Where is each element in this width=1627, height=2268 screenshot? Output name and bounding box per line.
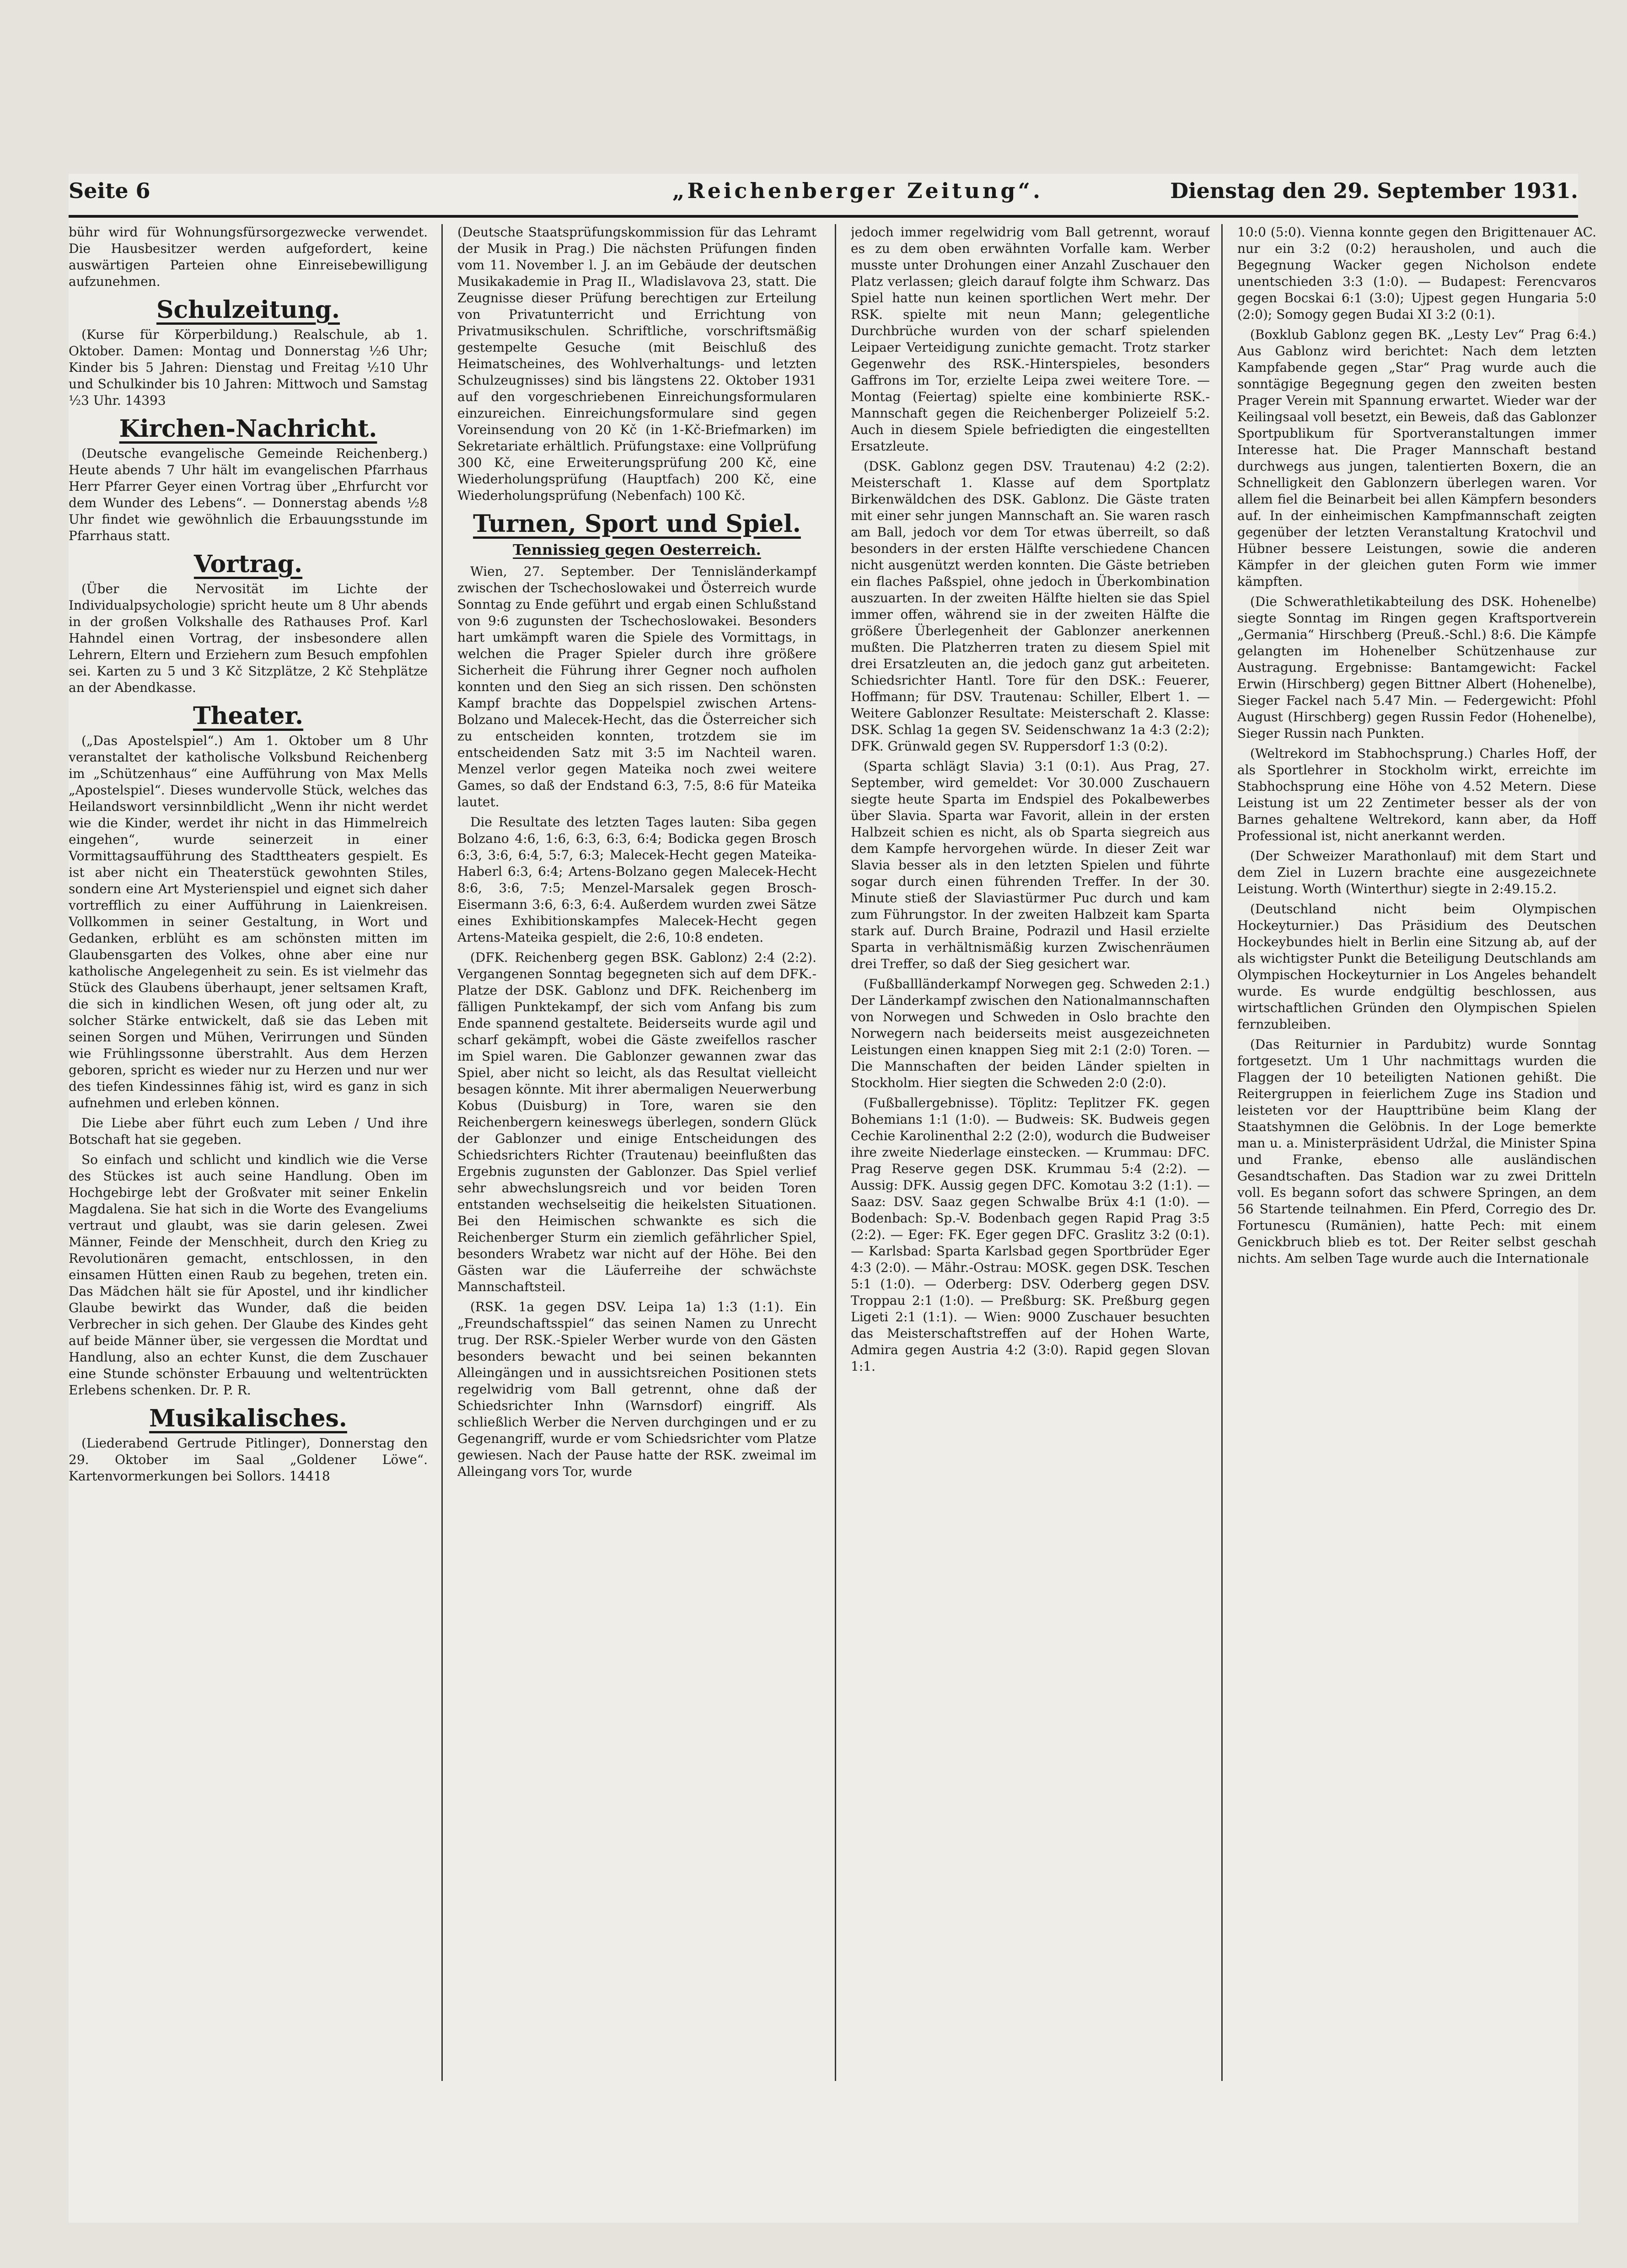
page-number: Seite 6 <box>69 178 150 203</box>
section-heading-sport: Turnen, Sport und Spiel. <box>473 510 801 538</box>
article-paragraph: (Fußballländerkampf Norwegen geg. Schweden 2:1.) Der Länderkampf zwischen den Nationalmannschaften von Norwegen und Schweden in Oslo brachte den Norwegern nach beiderseits meist ausgezeichneten Leistungen einen knappen Sieg mit 2:1 (2:0) Toren. — Die Mannschaften der beiden Länder spielten in Stockholm. Hier siegten die Schweden 2:0 (2:0). <box>851 976 1210 1090</box>
section-heading-musik: Musikalisches. <box>149 1405 347 1432</box>
article-paragraph: (Deutsche Staatsprüfungskommission für das Lehramt der Musik in Prag.) Die nächsten Prüfungen finden vom 11. November l. J. an im Gebäude der deutschen Musikakademie in Prag II., Wladislavova 23, statt. Die Zeugnisse dieser Prüfung berechtigen zur Erteilung von Privatunterricht und Errichtung von Privatmusikschulen. Schriftliche, vorschriftsmäßig gestempelte Gesuche (mit Beischluß des Heimatscheines, des Wohlverhaltungs- und letzten Schulzeugnisses) sind bis längstens 22. Oktober 1931 auf den vorgeschriebenen Einreichungsformularen einzureichen. Einreichungsformulare sind gegen Voreinsendung von 20 Kč (in 1-Kč-Briefmarken) im Sekretariate erhältlich. Prüfungstaxe: eine Vollprüfung 300 Kč, eine Erweiterungsprüfung 200 Kč, eine Wiederholungsprüfung (Hauptfach) 200 Kč, eine Wiederholungsprüfung (Nebenfach) 100 Kč. <box>457 225 816 503</box>
article-paragraph: (Der Schweizer Marathonlauf) mit dem Start und dem Ziel in Luzern brachte eine ausgezeichnete Leistung. Worth (Winterthur) siegte in 2:49.15.2. <box>1237 848 1596 896</box>
article-paragraph: jedoch immer regelwidrig vom Ball getrennt, worauf es zu dem oben erwähnten Vorfalle kam. Werber musste unter Drohungen einer Anzahl Zuschauer den Platz verlassen; gleich darauf folgte ihm Schwarz. Das Spiel hatte nun keinen sportlichen Wert mehr. Der RSK. spielte mit neun Mann; gelegentliche Durchbrüche wurden von der scharf spielenden Leipaer Verteidigung zunichte gemacht. Trotz starker Gegenwehr des RSK.-Hinterspieles, besonders Gaffrons im Tor, erzielte Leipa zwei weitere Tore. — Montag (Feiertag) spielte eine kombinierte RSK.-Mannschaft gegen die Reichenberger Polizeielf 5:2. Auch in diesem Spiele befriedigten die eingestellten Ersatzleute. <box>851 225 1210 454</box>
article-paragraph: (Deutsche evangelische Gemeinde Reichenberg.) Heute abends 7 Uhr hält im evangelischen Pfarrhaus Herr Pfarrer Geyer einen Vortrag über „Ehrfurcht vor dem Wunder des Lebens“. — Donnerstag abends ½8 Uhr findet wie gewöhnlich die Erbauungsstunde im Pfarrhaus statt. <box>69 446 428 543</box>
article-paragraph: Wien, 27. September. Der Tennisländerkampf zwischen der Tschechoslowakei und Österreich wurde Sonntag zu Ende geführt und ergab einen Schlußstand von 9:6 zugunsten der Tschechoslowakei. Besonders hart umkämpft waren die Spiele des Vormittags, in welchen die Prager Spieler durch ihre größere Sicherheit die Führung ihrer Gegner noch aufholen konnten und den Sieg an sich rissen. Den schönsten Kampf brachte das Doppelspiel zwischen Artens-Bolzano und Malecek-Hecht, das die Österreicher sich zu entscheiden konnten, trotzdem sie im entscheidenden Satz mit 3:5 im Nachteil waren. Menzel verlor gegen Mateika noch zwei weitere Games, so daß der Endstand 6:3, 7:5, 8:6 für Mateika lautet. <box>457 564 816 810</box>
article-headline-tennis: Tennissieg gegen Oesterreich. <box>513 541 761 558</box>
section-heading-kirchen: Kirchen-Nachricht. <box>119 415 377 443</box>
section-heading-vortrag: Vortrag. <box>193 550 303 578</box>
article-paragraph: (DFK. Reichenberg gegen BSK. Gablonz) 2:4 (2:2). Vergangenen Sonntag begegneten sich auf dem DFK.-Platze der DSK. Gablonz und DFK. Reichenberg im fälligen Punktekampf, der sich vom Anfang bis zum Ende spannend gestaltete. Beiderseits wurde agil und scharf gekämpft, wobei die Gäste zweifellos rascher im Spiel waren. Die Gablonzer gewannen zwar das Spiel, aber nicht so leicht, als das Resultat vielleicht besagen könnte. Mit ihrer abermaligen Neuerwerbung Kobus (Duisburg) in Tore, waren sie den Reichenbergern keineswegs überlegen, sondern Glück der Gablonzer und einige Entscheidungen des Schiedsrichters Richter (Trautenau) beeinflußten das Ergebnis zugunsten der Gablonzer. Das Spiel verlief sehr abwechslungsreich und vor beiden Toren entstanden wechselseitig die heikelsten Situationen. Bei den Heimischen schwankte es sich die Reichenberger Sturm ein ziemlich gefährlicher Spiel, besonders Wrabetz war nicht auf der Höhe. Bei den Gästen war die Läuferreihe der schwächste Mannschaftsteil. <box>457 950 816 1294</box>
article-paragraph: (Boxklub Gablonz gegen BK. „Lesty Lev“ Prag 6:4.) Aus Gablonz wird berichtet: Nach dem letzten Kampfabende gegen „Star“ Prag wurde auch die sonntägige Begegnung gegen den zweiten besten Prager Verein mit Spannung erwartet. Wieder war der Keilingsaal voll besetzt, ein Beweis, daß das Gablonzer Sportpublikum für Sportveranstaltungen immer Interesse hat. Die Prager Mannschaft bestand durchwegs aus jungen, talentierten Boxern, die an Schnelligkeit den Gablonzern überlegen waren. Vor allem fiel die Beinarbeit bei allen Kämpfern besonders auf. In der einheimischen Kampfmannschaft zeigten gegenüber der letzten Veranstaltung Kratochvil und Hübner bessere Leistungen, sowie die anderen Kämpfer in der gleichen guten Form wie immer kämpften. <box>1237 327 1596 589</box>
article-paragraph: (Liederabend Gertrude Pitlinger), Donnerstag den 29. Oktober im Saal „Goldener Löwe“. Kartenvormerkungen bei Sollors. 14418 <box>69 1436 428 1484</box>
column-3 <box>851 224 1210 2081</box>
article-paragraph: (Weltrekord im Stabhochsprung.) Charles Hoff, der als Sportlehrer in Stockholm wirkt, erreichte im Stabhochsprung eine Höhe von 4.52 Metern. Diese Leistung ist um 22 Zentimeter besser als der von Barnes gehaltene Weltrekord, kann aber, da Hoff Professional ist, nicht anerkannt werden. <box>1237 746 1596 843</box>
article-paragraph: (Über die Nervosität im Lichte der Individualpsychologie) spricht heute um 8 Uhr abends in der großen Volkshalle des Rathauses Prof. Karl Hahndel einen Vortrag, der insbesondere allen Lehrern, Eltern und Erziehern zum Besuch empfohlen sei. Karten zu 5 und 3 Kč Sitzplätze, 2 Kč Stehplätze an der Abendkasse. <box>69 581 428 695</box>
section-heading-schulzeitung: Schulzeitung. <box>156 296 340 324</box>
column-divider <box>835 224 836 2081</box>
section-heading-theater: Theater. <box>193 702 304 730</box>
article-paragraph: (DSK. Gablonz gegen DSV. Trautenau) 4:2 (2:2). Meisterschaft 1. Klasse auf dem Sportplatz Birkenwäldchen des DSK. Gablonz. Die Gäste traten mit einer sehr jungen Mannschaft an. Sie waren rasch am Ball, jedoch vor dem Tor etwas überreilt, so daß besonders in der ersten Hälfte verschiedene Chancen nicht ausgenützt werden konnten. Die Gäste betrieben ein flaches Paßspiel, ohne jedoch in Überkombination auszuarten. In der zweiten Hälfte hielten sie das Spiel immer offen, während sie in der zweiten Hälfte die größere Überlegenheit der Gablonzer anerkennen mußten. Die Platzherren traten zu diesem Spiel mit drei Ersatzleuten an, die jedoch ganz gut arbeiteten. Schiedsrichter Hantl. Tore für den DSK.: Feuerer, Hoffmann; für DSV. Trautenau: Schiller, Elbert 1. — Weitere Gablonzer Resultate: Meisterschaft 2. Klasse: DSK. Schlag 1a gegen SV. Seidenschwanz 1a 4:3 (2:2); DFK. Grünwald gegen SV. Ruppersdorf 1:3 (0:2). <box>851 459 1210 754</box>
article-paragraph: (Das Reiturnier in Pardubitz) wurde Sonntag fortgesetzt. Um 1 Uhr nachmittags wurden die Flaggen der 10 beteiligten Nationen gehißt. Die Reitergruppen in feierlichem Zuge ins Stadion und leisteten vor der Haupttribüne beim Klang der Staatshymnen die Gelöbnis. In der Loge bemerkte man u. a. Ministerpräsident Udržal, die Minister Spina und Franke, ebenso alle ausländischen Gesandtschaften. Das Stadion war zu zwei Dritteln voll. Es begann sofort das schwere Springen, an dem 56 Startende teilnahmen. Ein Pferd, Corregio des Dr. Fortunescu (Rumänien), hatte Pech: mit einem Genickbruch blieb es tot. Der Reiter selbst geschah nichts. Am selben Tage wurde auch die Internationale <box>1237 1037 1596 1266</box>
page-header <box>69 174 1578 215</box>
column-4 <box>1237 224 1596 2081</box>
column-2 <box>457 224 816 2081</box>
article-paragraph: („Das Apostelspiel“.) Am 1. Oktober um 8 Uhr veranstaltet der katholische Volksbund Reichenberg im „Schützenhaus“ eine Aufführung von Max Mells „Apostelspiel“. Dieses wundervolle Stück, welches das Heilandswort versinnbildlicht „Wenn ihr nicht werdet wie die Kinder, werdet ihr nicht in das Himmelreich eingehen“, wurde seinerzeit in einer Vormittagsaufführung des Stadttheaters gespielt. Es ist aber nicht ein Theaterstück gewohnten Stiles, sondern eine Art Mysterienspiel und eignet sich daher vortrefflich zu einer Aufführung in Laienkreisen. Vollkommen in seiner Gestaltung, in Wort und Gedanken, erblüht es am schönsten mitten im Glaubensgarten des Volkes, ohne aber eine nur katholische Angelegenheit zu sein. Es ist vielmehr das Stück des Glaubens überhaupt, jener seltsamen Kraft, die sich in kindlichen Wesen, oft jung oder alt, zu solcher Stärke entwickelt, daß sie das Leben mit seinen Sorgen und Mühen, Verirrungen und Sünden wie Frühlingssonne überstrahlt. Aus dem Herzen geboren, spricht es wieder nur zu Herzen und nur wer des tiefen Kindessinnes fähig ist, wird es ganz in sich aufnehmen und erleben können. <box>69 733 428 1110</box>
article-paragraph: (Sparta schlägt Slavia) 3:1 (0:1). Aus Prag, 27. September, wird gemeldet: Vor 30.000 Zuschauern siegte heute Sparta im Endspiel des Pokalbewerbes über Slavia. Sparta war Favorit, allein in der ersten Halbzeit schien es nicht, als ob Sparta siegreich aus dem Kampfe hervorgehen würde. In dieser Zeit war Slavia besser als in den letzten Spielen und führte sogar durch einen führenden Treffer. In der 30. Minute stieß der Slaviastürmer Puc durch und kam zum Führungstor. In der zweiten Halbzeit kam Sparta stark auf. Durch Braine, Podrazil und Hasil erzielte Sparta in verhältnismäßig kurzen Zwischenräumen drei Treffer, so daß der Sieg gesichert war. <box>851 759 1210 971</box>
article-paragraph: 10:0 (5:0). Vienna konnte gegen den Brigittenauer AC. nur ein 3:2 (0:2) herausholen, und auch die Begegnung Wacker gegen Nicholson endete unentschieden 3:3 (1:0). — Budapest: Ferencvaros gegen Bocskai 6:1 (3:0); Ujpest gegen Hungaria 5:0 (2:0); Somogy gegen Budai XI 3:2 (0:1). <box>1237 225 1596 322</box>
article-paragraph: (Kurse für Körperbildung.) Realschule, ab 1. Oktober. Damen: Montag und Donnerstag ½6 Uhr; Kinder bis 5 Jahren: Dienstag und Freitag ½10 Uhr und Schulkinder bis 10 Jahren: Mittwoch und Samstag ½3 Uhr. 14393 <box>69 327 428 408</box>
column-1 <box>69 224 428 2081</box>
article-paragraph: (Die Schwerathletikabteilung des DSK. Hohenelbe) siegte Sonntag im Ringen gegen Kraftsportverein „Germania“ Hirschberg (Preuß.-Schl.) 8:6. Die Kämpfe gelangten im Hohenelber Schützenhause zur Austragung. Ergebnisse: Bantamgewicht: Fackel Erwin (Hirschberg) gegen Bittner Albert (Hohenelbe), Sieger Fackel nach 5.47 Min. — Federgewicht: Pfohl August (Hirschberg) gegen Russin Fedor (Hohenelbe), Sieger Russin nach Punkten. <box>1237 594 1596 741</box>
header-rule <box>69 215 1578 218</box>
newspaper-title: „Reichenberger Zeitung“. <box>672 178 1043 203</box>
column-divider <box>1221 224 1223 2081</box>
column-divider <box>441 224 443 2081</box>
issue-date: Dienstag den 29. September 1931. <box>1170 178 1578 203</box>
article-paragraph: bühr wird für Wohnungsfürsorgezwecke verwendet. Die Hausbesitzer werden aufgefordert, keine auswärtigen Parteien ohne Einreisebewilligung aufzunehmen. <box>69 225 428 289</box>
article-paragraph: (Fußballergebnisse). Töplitz: Teplitzer FK. gegen Bohemians 1:1 (1:0). — Budweis: SK. Budweis gegen Cechie Karolinenthal 2:2 (2:0), wodurch die Budweiser ihre zweite Niederlage einstecken. — Krummau: DFC. Prag Reserve gegen DSK. Krummau 5:4 (2:2). — Aussig: DFK. Aussig gegen DFC. Komotau 3:2 (1:1). — Saaz: DSV. Saaz gegen Schwalbe Brüx 4:1 (1:0). — Bodenbach: Sp.-V. Bodenbach gegen Rapid Prag 3:5 (2:2). — Eger: FK. Eger gegen DFC. Graslitz 3:2 (0:1). — Karlsbad: Sparta Karlsbad gegen Sportbrüder Eger 4:3 (2:0). — Mähr.-Ostrau: MOSK. gegen DSK. Teschen 5:1 (1:0). — Oderberg: DSV. Oderberg gegen DSV. Troppau 2:1 (1:0). — Preßburg: SK. Preßburg gegen Ligeti 2:1 (1:1). — Wien: 9000 Zuschauer besuchten das Meisterschaftstreffen auf der Hohen Warte, Admira gegen Austria 4:2 (3:0). Rapid gegen Slovan 1:1. <box>851 1095 1210 1374</box>
article-paragraph: (Deutschland nicht beim Olympischen Hockeyturnier.) Das Präsidium des Deutschen Hockeybundes hielt in Berlin eine Sitzung ab, auf der als wichtigster Punkt die Beteiligung Deutschlands am Olympischen Hockeyturnier in Los Angeles behandelt wurde. Es wurde endgültig beschlossen, aus wirtschaftlichen Gründen den Olympischen Spielen fernzubleiben. <box>1237 901 1596 1032</box>
article-paragraph: Die Resultate des letzten Tages lauten: Siba gegen Bolzano 4:6, 1:6, 6:3, 6:3, 6:4; Bodicka gegen Brosch 6:3, 3:6, 6:4, 5:7, 6:3; Malecek-Hecht gegen Mateika-Haberl 6:3, 6:4; Artens-Bolzano gegen Malecek-Hecht 8:6, 3:6, 7:5; Menzel-Marsalek gegen Brosch-Eisermann 3:6, 6:3, 6:4. Außerdem wurden zwei Sätze eines Exhibitionskampfes Malecek-Hecht gegen Artens-Mateika gespielt, die 2:6, 10:8 endeten. <box>457 815 816 945</box>
article-paragraph: (RSK. 1a gegen DSV. Leipa 1a) 1:3 (1:1). Ein „Freundschaftsspiel“ das seinen Namen zu Unrecht trug. Der RSK.-Spieler Werber wurde von den Gästen besonders bewacht und bei seinen bekannten Alleingängen und in aussichtsreichen Positionen stets regelwidrig vom Ball getrennt, ohne daß der Schiedsrichter Inhn (Warnsdorf) eingriff. Als schließlich Werber die Nerven durchgingen und er zu Gegenangriff, wurde er vom Schiedsrichter vom Platze gewiesen. Nach der Pause hatte der RSK. zweimal im Alleingang vors Tor, wurde <box>457 1299 816 1479</box>
article-verse: Die Liebe aber führt euch zum Leben / Und ihre Botschaft hat sie gegeben. <box>69 1115 428 1147</box>
article-paragraph: So einfach und schlicht und kindlich wie die Verse des Stückes ist auch seine Handlung. Oben im Hochgebirge lebt der Großvater mit seiner Enkelin Magdalena. Sie hat sich in die Worte des Evangeliums vertraut und glaubt, was sie darin gelesen. Zwei Männer, Feinde der Menschheit, durch den Krieg zu Revolutionären gemacht, entschlossen, in den einsamen Hütten einen Raub zu begehen, treten ein. Das Mädchen hält sie für Apostel, und ihr kindlicher Glaube bewirkt das Wunder, daß die beiden Verbrecher in sich gehen. Der Glaube des Kindes geht auf beide Männer über, sie vergessen die Mordtat und Handlung, also an echter Kunst, die dem Zuschauer eine Stunde schönster Erbauung und weltentrückten Erlebens schenken. Dr. P. R. <box>69 1152 428 1398</box>
